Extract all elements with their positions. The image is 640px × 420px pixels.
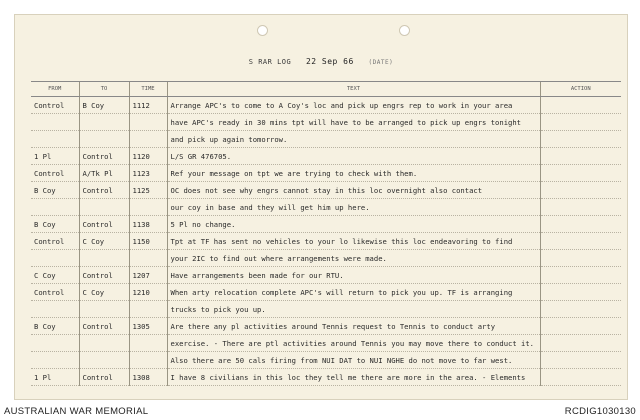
log-cell-from bbox=[31, 335, 79, 352]
log-row bbox=[31, 131, 621, 148]
date-label: (DATE) bbox=[368, 59, 394, 66]
col-action: ACTION bbox=[540, 82, 621, 97]
log-cell-text: exercise. - There are ptl activities around Tennis you may move there to conduct it. bbox=[167, 335, 540, 352]
log-cell-text: 5 Pl no change. bbox=[167, 216, 540, 233]
log-date: 22 Sep 66 bbox=[305, 57, 354, 66]
log-cell-action bbox=[540, 97, 621, 114]
col-time: TIME bbox=[129, 82, 167, 97]
log-cell-time bbox=[129, 301, 167, 318]
log-row bbox=[31, 335, 621, 352]
log-sheet bbox=[14, 14, 628, 400]
log-cell-from bbox=[31, 250, 79, 267]
log-cell-to: B Coy bbox=[79, 97, 129, 114]
log-cell-action bbox=[540, 369, 621, 386]
log-cell-text: Tpt at TF has sent no vehicles to your lo likewise this loc endeavoring to find bbox=[167, 233, 540, 250]
log-cell-from bbox=[31, 199, 79, 216]
log-row bbox=[31, 148, 621, 165]
log-row bbox=[31, 97, 621, 114]
log-cell-time bbox=[129, 250, 167, 267]
log-cell-from bbox=[31, 301, 79, 318]
log-cell-text: Are there any pl activities around Tennis request to Tennis to conduct arty bbox=[167, 318, 540, 335]
log-cell-text: OC does not see why engrs cannot stay in this loc overnight also contact bbox=[167, 182, 540, 199]
log-cell-action bbox=[540, 182, 621, 199]
log-cell-to bbox=[79, 335, 129, 352]
log-cell-time: 1207 bbox=[129, 267, 167, 284]
log-cell-action bbox=[540, 267, 621, 284]
log-cell-time: 1138 bbox=[129, 216, 167, 233]
log-cell-to: Control bbox=[79, 369, 129, 386]
log-cell-from: Control bbox=[31, 284, 79, 301]
log-cell-to: Control bbox=[79, 318, 129, 335]
log-cell-action bbox=[540, 216, 621, 233]
log-cell-from bbox=[31, 131, 79, 148]
log-cell-from: C Coy bbox=[31, 267, 79, 284]
log-cell-text: Have arrangements been made for our RTU. bbox=[167, 267, 540, 284]
col-from: FROM bbox=[31, 82, 79, 97]
log-cell-action bbox=[540, 148, 621, 165]
log-cell-text: When arty relocation complete APC's will return to pick you up. TF is arranging bbox=[167, 284, 540, 301]
log-title: S RAR LOG bbox=[248, 58, 292, 66]
log-cell-time bbox=[129, 352, 167, 369]
log-cell-text: Also there are 50 cals firing from NUI DAT to NUI NGHE do not move to far west. bbox=[167, 352, 540, 369]
log-cell-text: trucks to pick you up. bbox=[167, 301, 540, 318]
log-cell-to bbox=[79, 199, 129, 216]
log-cell-from: Control bbox=[31, 97, 79, 114]
log-cell-to: Control bbox=[79, 182, 129, 199]
log-cell-text: our coy in base and they will get him up here. bbox=[167, 199, 540, 216]
log-cell-action bbox=[540, 301, 621, 318]
log-cell-action bbox=[540, 131, 621, 148]
log-cell-time: 1120 bbox=[129, 148, 167, 165]
log-cell-time bbox=[129, 131, 167, 148]
log-row bbox=[31, 182, 621, 199]
log-cell-to: Control bbox=[79, 267, 129, 284]
log-cell-time: 1112 bbox=[129, 97, 167, 114]
log-row bbox=[31, 318, 621, 335]
log-cell-from: B Coy bbox=[31, 216, 79, 233]
log-row bbox=[31, 114, 621, 131]
log-row bbox=[31, 369, 621, 386]
log-row bbox=[31, 301, 621, 318]
header-row bbox=[31, 82, 621, 97]
log-cell-to bbox=[79, 131, 129, 148]
log-row bbox=[31, 267, 621, 284]
log-row bbox=[31, 250, 621, 267]
log-cell-action bbox=[540, 114, 621, 131]
log-cell-from: 1 Pl bbox=[31, 369, 79, 386]
log-cell-text: Arrange APC's to come to A Coy's loc and pick up engrs rep to work in your area bbox=[167, 97, 540, 114]
log-cell-time bbox=[129, 114, 167, 131]
log-cell-to bbox=[79, 301, 129, 318]
log-cell-action bbox=[540, 165, 621, 182]
log-cell-text: I have 8 civilians in this loc they tell me there are more in the area. - Elements bbox=[167, 369, 540, 386]
log-cell-time: 1150 bbox=[129, 233, 167, 250]
log-cell-text: Ref your message on tpt we are trying to check with them. bbox=[167, 165, 540, 182]
log-cell-from: Control bbox=[31, 165, 79, 182]
col-text: TEXT bbox=[167, 82, 540, 97]
log-cell-to bbox=[79, 250, 129, 267]
log-row bbox=[31, 284, 621, 301]
log-cell-to: Control bbox=[79, 148, 129, 165]
log-cell-to: Control bbox=[79, 216, 129, 233]
log-row bbox=[31, 165, 621, 182]
log-cell-to: C Coy bbox=[79, 284, 129, 301]
col-to: TO bbox=[79, 82, 129, 97]
log-cell-to bbox=[79, 114, 129, 131]
footer-source: AUSTRALIAN WAR MEMORIAL bbox=[4, 406, 149, 417]
log-row bbox=[31, 352, 621, 369]
log-cell-text: have APC's ready in 30 mins tpt will have to be arranged to pick up engrs tonight bbox=[167, 114, 540, 131]
log-cell-from: 1 Pl bbox=[31, 148, 79, 165]
log-row bbox=[31, 233, 621, 250]
log-cell-time: 1125 bbox=[129, 182, 167, 199]
log-cell-action bbox=[540, 318, 621, 335]
log-cell-time: 1305 bbox=[129, 318, 167, 335]
log-cell-time: 1210 bbox=[129, 284, 167, 301]
punch-hole bbox=[257, 25, 268, 36]
log-cell-text: L/S GR 476705. bbox=[167, 148, 540, 165]
log-header bbox=[15, 57, 627, 66]
log-cell-from bbox=[31, 114, 79, 131]
log-cell-from: Control bbox=[31, 233, 79, 250]
log-cell-from: B Coy bbox=[31, 318, 79, 335]
log-row bbox=[31, 199, 621, 216]
log-cell-time: 1308 bbox=[129, 369, 167, 386]
log-cell-time bbox=[129, 335, 167, 352]
log-cell-to: A/Tk Pl bbox=[79, 165, 129, 182]
log-cell-to: C Coy bbox=[79, 233, 129, 250]
log-table bbox=[31, 81, 621, 386]
log-cell-from: B Coy bbox=[31, 182, 79, 199]
log-cell-action bbox=[540, 352, 621, 369]
log-cell-action bbox=[540, 335, 621, 352]
log-cell-action bbox=[540, 284, 621, 301]
log-cell-time bbox=[129, 199, 167, 216]
log-cell-text: your 2IC to find out where arrangements were made. bbox=[167, 250, 540, 267]
punch-hole bbox=[399, 25, 410, 36]
log-row bbox=[31, 216, 621, 233]
log-cell-action bbox=[540, 250, 621, 267]
log-cell-from bbox=[31, 352, 79, 369]
log-cell-action bbox=[540, 233, 621, 250]
log-cell-text: and pick up again tomorrow. bbox=[167, 131, 540, 148]
footer-id: RCDIG1030130 bbox=[564, 406, 636, 417]
log-cell-action bbox=[540, 199, 621, 216]
log-cell-to bbox=[79, 352, 129, 369]
log-cell-time: 1123 bbox=[129, 165, 167, 182]
